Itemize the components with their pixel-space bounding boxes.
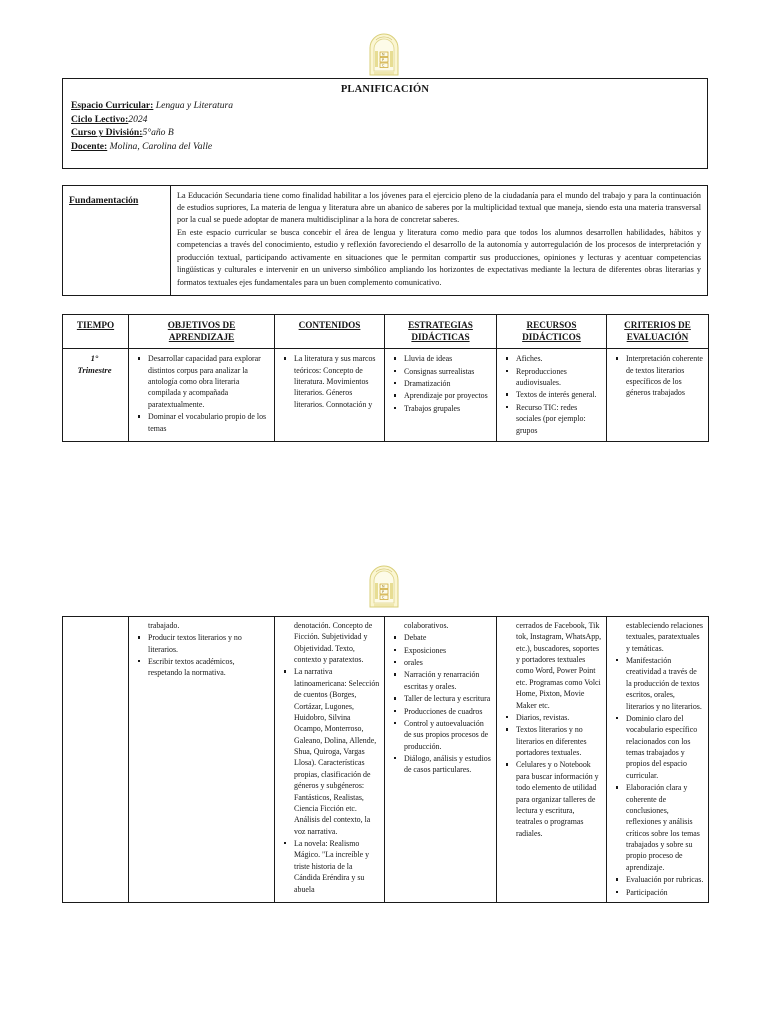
list-item: Dominar el vocabulario propio de los temas (146, 411, 270, 434)
table-row (63, 185, 708, 296)
column-header-objetivos-line-2: APRENDIZAJE (168, 331, 235, 342)
list-item: denotación. Concepto de Ficción. Subjetividad y Objetividad. Texto, contexto y paratextos. (294, 620, 373, 664)
planificacion-table-page1 (62, 314, 709, 442)
list-item: Diálogo, análisis y estudios de casos particulares. (404, 754, 491, 775)
list-contenidos (277, 353, 380, 410)
list-recursos (499, 353, 602, 436)
cell-tiempo (63, 349, 129, 442)
column-header-estrategias-line-1: ESTRATEGIAS (408, 320, 473, 331)
list-item: Trabajos grupales (402, 403, 492, 414)
column-header-contenidos (275, 315, 385, 349)
list-item: cerrados de Facebook, Tik tok, Instagram, WhatsApp, etc.), buscadores, soportes y portadores textuales como Word, Power Point etc. Programas como Volci Home, Pixton, Movie Maker etc. (516, 620, 602, 710)
fundamentacion-paragraph-2: En este espacio curricular se busca concebir el área de lengua y literatura como medio para que todos los alumnos desarrollen habilidades, hábitos y competencias a través del conocimiento, estudio y reflexión favoreciendo el desarrollo de la autonomía y autorregulación de los procesos de interpretación y producción textual, participando activamente en situaciones que le permitan compartir sus producciones, opiniones y lecturas y acentuar competencias lingüísticas y culturales e intervenir en un universo simbólico ampliando los horizontes de expectativas mediante la lectura de diferentes obras literarias y formatos textuales ejes fundamentales para un buen complemento comunicativo. (177, 227, 701, 287)
tiempo-line-1: 1° (90, 353, 99, 364)
list-contenidos (277, 620, 380, 895)
list-estrategias (387, 620, 492, 776)
field-docente-value: Molina, Carolina del Valle (109, 140, 213, 152)
list-item: Producciones de cuadros (402, 706, 492, 717)
column-header-estrategias-line-2: DIDÁCTICAS (411, 331, 470, 342)
list-item: Reproducciones audiovisuales. (514, 366, 602, 389)
svg-text:N: N (382, 52, 385, 57)
field-curso-division-label: Curso y División: (71, 127, 143, 139)
header-info-box (62, 78, 708, 169)
column-header-objetivos (129, 315, 275, 349)
cell-criterios (607, 349, 709, 442)
list-item: Narración y renarración escritas y orales. (402, 669, 492, 692)
fundamentacion-label: Fundamentación (69, 194, 139, 206)
list-item: colaborativos. (404, 620, 449, 630)
column-header-criterios-line-1: CRITERIOS DE (624, 320, 691, 331)
list-item: Exposiciones (402, 645, 492, 656)
cell-criterios (607, 616, 709, 902)
list-item: Aprendizaje por proyectos (402, 390, 492, 401)
svg-text:N: N (382, 584, 385, 589)
field-ciclo-lectivo (71, 113, 699, 127)
table-header-row (63, 315, 709, 349)
list-item: Lluvia de ideas (402, 353, 492, 364)
column-header-recursos (497, 315, 607, 349)
list-item: Manifestación creatividad a través de la producción de textos escritos, orales, literarios y no literarios. (624, 655, 704, 712)
list-item: Textos literarios y no literarios en diferentes portadores textuales. (514, 724, 602, 758)
list-criterios (609, 620, 704, 898)
list-item: Dominio claro del vocabulario específico relacionados con los temas trabajados y propios del espacio curricular. (624, 713, 704, 781)
list-objetivos (131, 353, 270, 434)
page-title: PLANIFICACIÓN (340, 84, 430, 95)
field-docente-label: Docente: (71, 140, 108, 152)
svg-text:P: P (382, 589, 385, 594)
planificacion-table-page2 (62, 616, 709, 903)
column-header-estrategias (385, 315, 497, 349)
cell-objetivos (129, 349, 275, 442)
field-espacio-curricular-label: Espacio Curricular: (71, 100, 154, 112)
column-header-tiempo (63, 315, 129, 349)
list-item: La narrativa latinoamericana: Selección de cuentos (Borges, Cortázar, Lugones, Huidobro, Silvina Ocampo, Monterroso, Galeano, Dolina, Allende, Shua, Quiroga, Vargas Llosa). Características propias, clasificación de géneros y subgéneros: Fantásticos, Realistas, Ciencia Ficción etc. Análisis del contexto, la voz narrativa. (294, 667, 380, 836)
svg-text:C: C (382, 63, 385, 68)
list-item: La novela: Realismo Mágico. "La increíble y triste historia de la Cándida Eréndira y su abuela (292, 838, 380, 895)
fundamentacion-label-cell (63, 185, 171, 296)
cell-contenidos (275, 349, 385, 442)
institutional-logo-wrap-page2 (0, 560, 768, 610)
list-item: Consignas surrealistas (402, 366, 492, 377)
field-espacio-curricular-value: Lengua y Literatura (155, 100, 234, 112)
list-item: Interpretación coherente de textos literarios específicos de los géneros trabajados (626, 354, 703, 398)
list-criterios (609, 353, 704, 399)
list-objetivos (131, 620, 270, 679)
list-item: Producir textos literarios y no literarios. (146, 632, 270, 655)
field-docente (71, 140, 699, 154)
table-row (63, 616, 709, 902)
tiempo-line-2: Trimestre (77, 364, 112, 375)
cell-recursos (497, 349, 607, 442)
list-item: trabajado. (148, 620, 180, 630)
planificacion-table-body-page2 (63, 616, 709, 902)
fundamentacion-paragraph-1: La Educación Secundaria tiene como finalidad habilitar a los jóvenes para el ejercicio pleno de la ciudadanía para el mundo del trabajo y para la continuación de estudios supriores, La materia de lengua y literatura abre un abanico de saberes por la multiplicidad textual que maneja, siendo esta una materia transversal por la cual se puede adoptar de manera multidisciplinar a la hora de concretar saberes. (177, 190, 701, 225)
list-item: Diarios, revistas. (514, 712, 602, 723)
list-item: Evaluación por rubricas. (626, 875, 704, 885)
fundamentacion-body-cell (171, 185, 708, 296)
field-curso-division (71, 126, 699, 140)
list-item: orales (402, 657, 492, 668)
cell-tiempo (63, 616, 129, 902)
cell-objetivos (129, 616, 275, 902)
column-header-criterios-line-2: EVALUACIÓN (626, 331, 689, 342)
column-header-recursos-line-1: RECURSOS (526, 320, 577, 331)
fundamentacion-table (62, 185, 708, 297)
list-item: Recurso TIC: redes sociales (por ejemplo: grupos (514, 402, 602, 436)
list-item: Taller de lectura y escritura (404, 694, 491, 704)
list-item: La literatura y sus marcos teóricos: Concepto de literatura. Movimientos literarios. Géneros literarios. Connotación y (292, 353, 380, 410)
cell-estrategias (385, 616, 497, 902)
list-item: Textos de interés general. (514, 389, 602, 400)
planificacion-table-body-page1 (63, 349, 709, 442)
list-item: Escribir textos académicos, respetando la normativa. (146, 656, 270, 679)
field-ciclo-lectivo-value: 2024 (128, 113, 148, 125)
list-item: estableciendo relaciones textuales, paratextuales y temáticas. (626, 620, 703, 653)
list-item: Afiches. (514, 353, 602, 364)
cell-recursos (497, 616, 607, 902)
column-header-recursos-line-2: DIDÁCTICOS (522, 331, 581, 342)
institutional-logo-wrap (0, 0, 768, 78)
column-header-criterios (607, 315, 709, 349)
list-item: Desarrollar capacidad para explorar distintos corpus para analizar la antología como obra literaria compilada y acompañada paratextualmente. (146, 353, 270, 410)
field-espacio-curricular (71, 99, 699, 113)
column-header-objetivos-line-1: OBJETIVOS DE (167, 320, 236, 331)
svg-text:P: P (382, 58, 385, 63)
svg-text:C: C (382, 595, 385, 600)
list-item: Elaboración clara y coherente de conclusiones, reflexiones y análisis críticos sobre los temas trabajados y sobre su propio proceso de aprendizaje. (624, 782, 704, 873)
cell-estrategias (385, 349, 497, 442)
list-item: Celulares y o Notebook para buscar información y todo elemento de utilidad para organizar talleres de lectura y escritura, teatrales o programas radiales. (514, 759, 602, 839)
list-item: Dramatización (402, 378, 492, 389)
list-recursos (499, 620, 602, 839)
planificacion-table-head (63, 315, 709, 349)
field-ciclo-lectivo-label: Ciclo Lectivo: (71, 113, 129, 125)
cell-contenidos (275, 616, 385, 902)
escudo-institucional-icon (366, 28, 402, 78)
field-curso-division-value: 5°año B (142, 127, 174, 139)
page-2 (0, 560, 768, 903)
column-header-tiempo-line-1: TIEMPO (76, 320, 115, 331)
list-estrategias (387, 353, 492, 414)
table-row (63, 349, 709, 442)
list-item: Participación (624, 887, 704, 898)
escudo-institucional-icon (366, 560, 402, 610)
list-item: Debate (402, 632, 492, 643)
list-item: Control y autoevaluación de sus propios procesos de producción. (402, 718, 492, 752)
column-header-contenidos-line-1: CONTENIDOS (298, 320, 361, 331)
page-break-gap (0, 442, 768, 560)
